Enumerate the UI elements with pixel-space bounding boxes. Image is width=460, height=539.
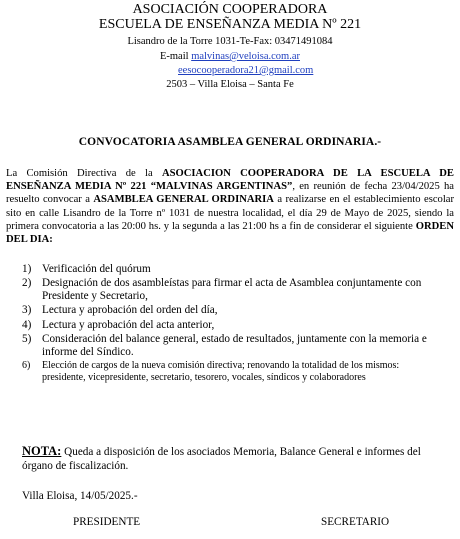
agenda-number: 1)	[22, 263, 32, 275]
agenda-text: Verificación del quórum	[42, 263, 151, 275]
intro-text-1: La Comisión Directiva de la	[6, 168, 162, 179]
agenda-number: 5)	[22, 332, 32, 345]
agenda-item	[22, 319, 442, 332]
agenda-list	[22, 263, 442, 385]
agenda-item	[22, 304, 442, 317]
agenda-item	[22, 360, 442, 384]
agenda-text: Lectura y aprobación del orden del día,	[42, 304, 218, 317]
intro-text-2: , en reunión de fecha 23/04/2025 ha resuelto convocar a	[6, 181, 455, 206]
agenda-number: 6)	[22, 359, 31, 371]
agenda-number: 2)	[22, 277, 32, 290]
intro-bold-assembly: ASAMBLEA GENERAL ORDINARIA	[93, 194, 274, 206]
school-name: ESCUELA DE ENSEÑANZA MEDIA Nº 221	[98, 17, 362, 32]
email-link-primary[interactable]: malvinas@veloisa.com.ar	[191, 51, 300, 62]
address-line: Lisandro de la Torre 1031-Te-Fax: 03471491084	[127, 36, 333, 47]
note-label: NOTA:	[22, 444, 62, 458]
intro-bold-agenda: ORDEN DEL DIA:	[6, 220, 454, 246]
agenda-text: Consideración del balance general, estado de resultados, juntamente con la memoria e informe del Síndico.	[42, 332, 427, 358]
place-date: Villa Eloisa, 14/05/2025.-	[22, 490, 138, 502]
agenda-number: 4)	[22, 318, 32, 331]
signature-president: PRESIDENTE	[73, 516, 141, 528]
agenda-text: Lectura y aprobación del acta anterior,	[42, 318, 215, 331]
email-label: E-mail	[159, 51, 192, 62]
agenda-item	[22, 333, 442, 359]
agenda-text: Designación de dos asambleístas para firmar el acta de Asamblea conjuntamente con Presidente y Secretario,	[42, 277, 422, 303]
city-line: 2503 – Villa Eloisa – Santa Fe	[166, 79, 294, 90]
intro-text-3: a realizarse en el establecimiento escolar sito en calle Lisandro de la Torre nº 1031 de nuestra localidad, el día 29 de Mayo de 2025, siendo la primera convocatoria a las 20:00 hs. y la segunda a las 21:00 hs a fin de considerar el siguiente	[6, 194, 454, 232]
signature-secretary: SECRETARIO	[321, 516, 390, 528]
intro-paragraph	[6, 167, 454, 246]
document-title: CONVOCATORIA ASAMBLEA GENERAL ORDINARIA.-	[78, 136, 382, 148]
org-name: ASOCIACIÓN COOPERADORA	[132, 2, 328, 17]
note-paragraph	[22, 444, 442, 473]
email-line	[0, 51, 460, 63]
agenda-item	[22, 263, 442, 276]
email-line-2	[178, 65, 313, 77]
intro-bold-association: ASOCIACION COOPERADORA DE LA ESCUELA DE ENSEÑANZA MEDIA Nº 221 “MALVINAS ARGENTINAS”	[6, 168, 454, 193]
agenda-number: 3)	[22, 304, 32, 317]
agenda-text: Elección de cargos de la nueva comisión directiva; renovando la totalidad de los mismos: presidente, vicepresidente, secretario, tesorero, vocales, síndicos y colaboradores	[42, 359, 400, 383]
agenda-item	[22, 277, 442, 303]
email-link-secondary[interactable]: eesocooperadora21@gmail.com	[178, 65, 314, 76]
note-text: Queda a disposición de los asociados Memoria, Balance General e informes del órgano de fiscalización.	[22, 446, 421, 472]
